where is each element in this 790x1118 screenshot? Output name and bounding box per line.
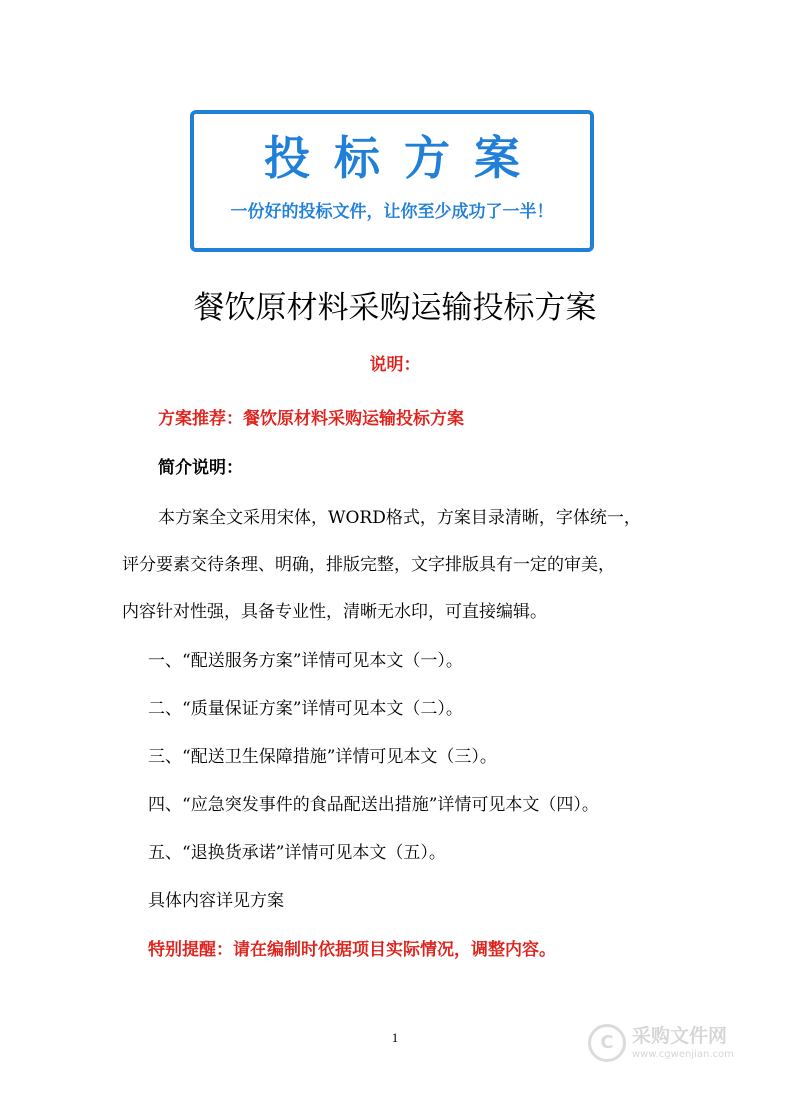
special-reminder: 特别提醒：请在编制时依据项目实际情况，调整内容。: [148, 940, 556, 960]
page-number: 1: [391, 1030, 399, 1045]
banner-title: 投标方案: [264, 131, 544, 185]
intro-line-1: 本方案全文采用宋体，WORD格式，方案目录清晰，字体统一，: [158, 508, 641, 528]
list-item-3: 三、“配送卫生保障措施”详情可见本文（三）。: [148, 747, 497, 767]
watermark: [588, 1024, 758, 1068]
banner-subtitle: 一份好的投标文件，让你至少成功了一半！: [230, 202, 554, 222]
intro-line-3: 内容针对性强，具备专业性，清晰无水印，可直接编辑。: [122, 602, 547, 622]
intro-line-2: 评分要素交待条理、明确，排版完整，文字排版具有一定的审美，: [122, 555, 615, 575]
note-heading: 说明：: [369, 355, 421, 375]
list-item-4: 四、“应急突发事件的食品配送出措施”详情可见本文（四）。: [148, 795, 599, 815]
intro-label: 简介说明：: [158, 458, 243, 478]
list-item-5: 五、“退换货承诺”详情可见本文（五）。: [148, 843, 446, 863]
promo-banner: [190, 110, 594, 252]
details-line: 具体内容详见方案: [148, 891, 284, 911]
list-item-1: 一、“配送服务方案”详情可见本文（一）。: [148, 651, 463, 671]
watermark-url: www.cgwenjian.com: [632, 1049, 734, 1060]
watermark-name: 采购文件网: [632, 1025, 728, 1047]
watermark-logo-icon: C: [588, 1024, 626, 1062]
list-item-2: 二、“质量保证方案”详情可见本文（二）。: [148, 699, 463, 719]
recommendation-line: 方案推荐：餐饮原材料采购运输投标方案: [158, 409, 464, 429]
document-title: 餐饮原材料采购运输投标方案: [193, 290, 597, 326]
